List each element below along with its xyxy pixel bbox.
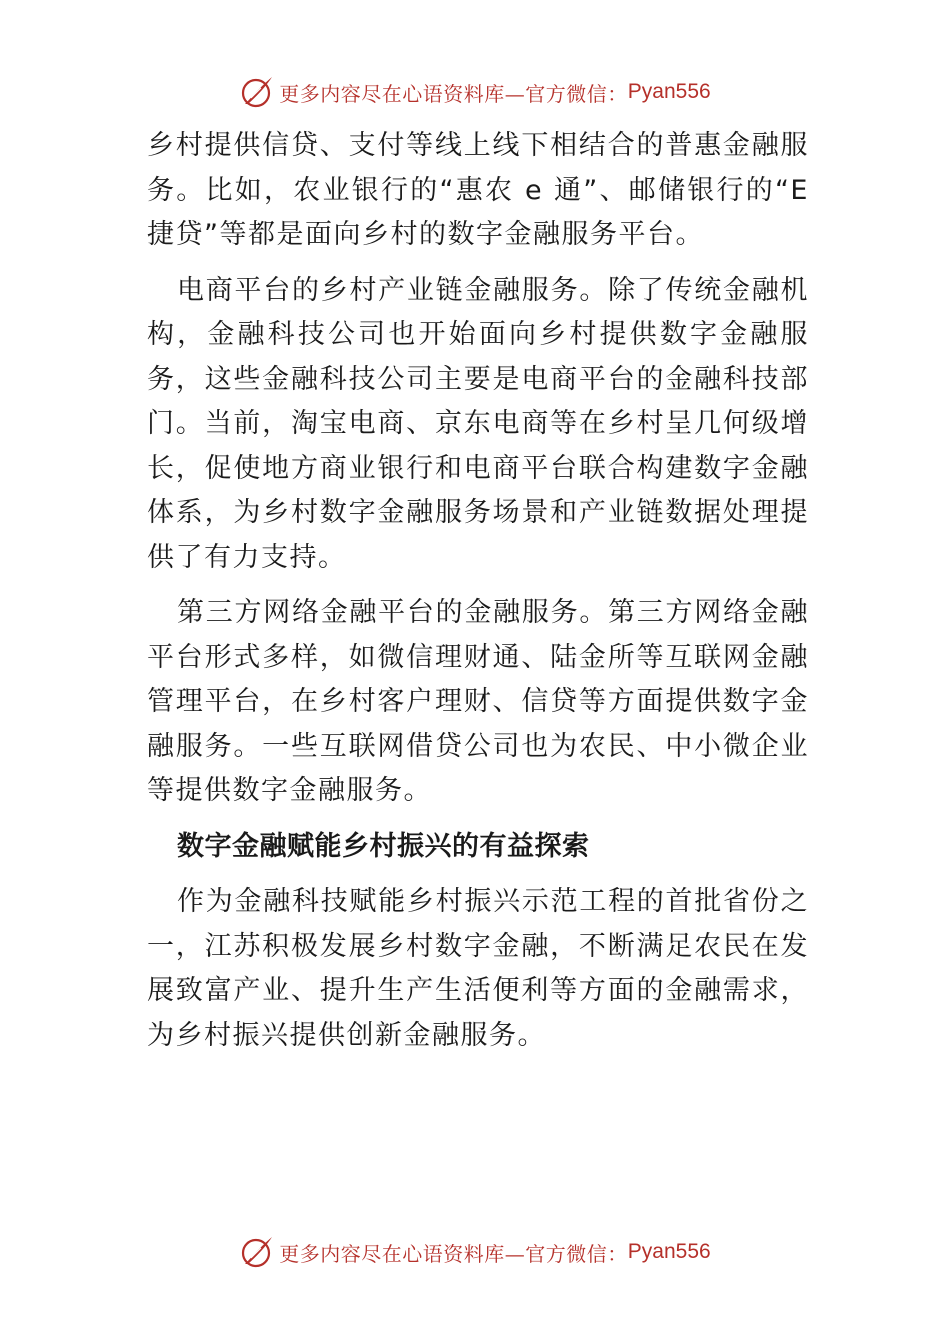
paragraph-4: 作为金融科技赋能乡村振兴示范工程的首批省份之一，江苏积极发展乡村数字金融，不断满足农民在发展致富产业、提升生产生活便利等方面的金融需求，为乡村振兴提供创新金融服务。	[147, 886, 809, 1051]
paragraph-2: 电商平台的乡村产业链金融服务。除了传统金融机构，金融科技公司也开始面向乡村提供数字金融服务，这些金融科技公司主要是电商平台的金融科技部门。当前，淘宝电商、京东电商等在乡村呈几何级增长，促使地方商业银行和电商平台联合构建数字金融体系，为乡村数字金融服务场景和产业链数据处理提供了有力支持。	[147, 274, 809, 573]
footer-banner	[0, 1230, 950, 1274]
header-banner	[0, 70, 950, 114]
document-body	[147, 124, 809, 1069]
paragraph-3: 第三方网络金融平台的金融服务。第三方网络金融平台形式多样，如微信理财通、陆金所等互联网金融管理平台，在乡村客户理财、信贷等方面提供数字金融服务。一些互联网借贷公司也为农民、中小微企业等提供数字金融服务。	[147, 597, 809, 806]
section-heading: 数字金融赋能乡村振兴的有益探索	[177, 830, 590, 862]
paragraph-1: 乡村提供信贷、支付等线上线下相结合的普惠金融服务。比如，农业银行的“惠农 e 通”、邮储银行的“E 捷贷”等都是面向乡村的数字金融服务平台。	[147, 130, 809, 250]
banner-text: 更多内容尽在心语资料库—官方微信：	[279, 1241, 628, 1266]
quill-logo-icon	[239, 74, 275, 110]
banner-text: 更多内容尽在心语资料库—官方微信：	[279, 81, 628, 106]
banner-wechat-handle: Pyan556	[627, 1240, 711, 1263]
quill-logo-icon	[239, 1234, 275, 1270]
banner-wechat-handle: Pyan556	[627, 80, 711, 103]
